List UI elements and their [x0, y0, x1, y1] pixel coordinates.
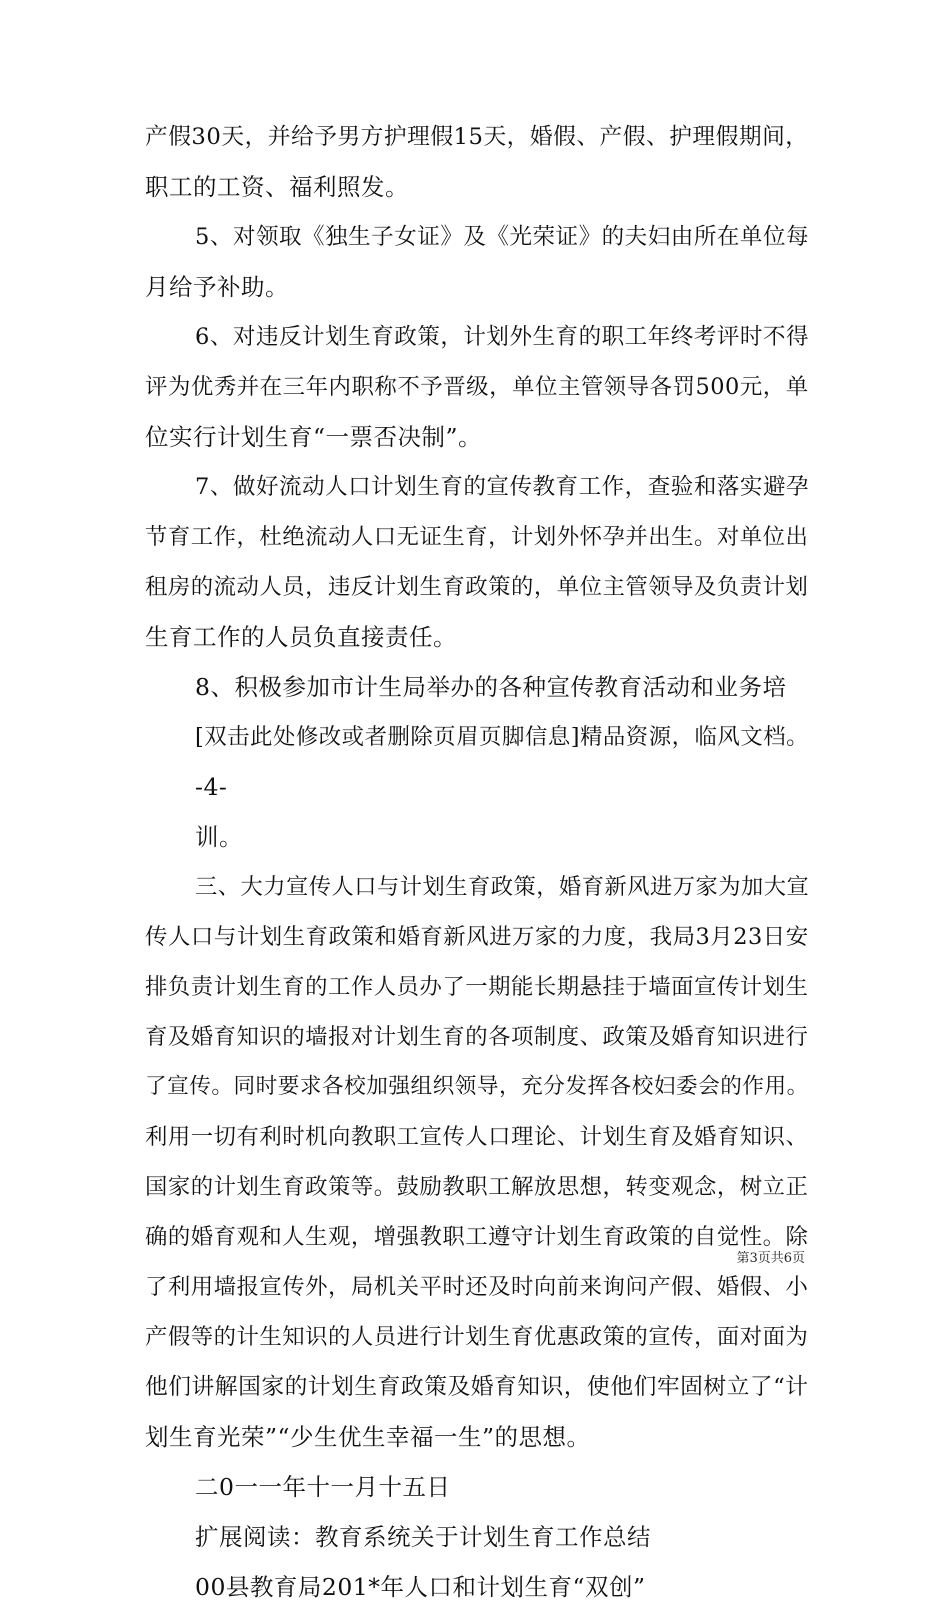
- text-line: 三、大力宣传人口与计划生育政策，婚育新风进万家为加大宣: [195, 874, 810, 900]
- text-line: 职工的工资、福利照发。: [145, 173, 409, 201]
- text-line: 排负责计划生育的工作人员办了一期能长期悬挂于墙面宣传计划生: [145, 974, 809, 1000]
- text-line: 7、做好流动人口计划生育的宣传教育工作，查验和落实避孕: [195, 474, 810, 500]
- text-line: 6、对违反计划生育政策，计划外生育的职工年终考评时不得: [195, 324, 810, 350]
- text-line: 节育工作，杜绝流动人口无证生育，计划外怀孕并出生。对单位出: [145, 524, 809, 550]
- date-line: 二0一一年十一月十五日: [195, 1473, 451, 1501]
- text-line: 产假等的计生知识的人员进行计划生育优惠政策的宣传，面对面为: [145, 1324, 809, 1350]
- text-line: 月给予补助。: [145, 273, 289, 301]
- text-line: 训。: [195, 823, 243, 851]
- document-body: [145, 112, 810, 1612]
- text-line: 8、积极参加市计生局举办的各种宣传教育活动和业务培: [195, 673, 787, 701]
- text-line: 评为优秀并在三年内职称不予晋级，单位主管领导各罚500元，单: [145, 374, 809, 400]
- inline-page-number: -4-: [195, 773, 228, 801]
- text-line: 00县教育局201*年人口和计划生育“双创”: [195, 1573, 646, 1601]
- text-line: 租房的流动人员，违反计划生育政策的，单位主管领导及负责计划: [145, 574, 809, 600]
- extended-reading-title: 扩展阅读：教育系统关于计划生育工作总结: [195, 1523, 651, 1551]
- header-footer-placeholder[interactable]: [双击此处修改或者删除页眉页脚信息]精品资源，临风文档。: [195, 724, 810, 750]
- page-indicator: 第3页共6页: [736, 1251, 805, 1266]
- text-line: 生育工作的人员负直接责任。: [145, 623, 457, 651]
- text-line: 5、对领取《独生子女证》及《光荣证》的夫妇由所在单位每: [195, 224, 810, 250]
- text-line: 利用一切有利时机向教职工宣传人口理论、计划生育及婚育知识、: [145, 1124, 809, 1150]
- text-line: 了宣传。同时要求各校加强组织领导，充分发挥各校妇委会的作用。: [145, 1074, 809, 1099]
- text-line: 他们讲解国家的计划生育政策及婚育知识，使他们牢固树立了“计: [145, 1374, 809, 1400]
- text-line: 划生育光荣”“少生优生幸福一生”的思想。: [145, 1423, 591, 1451]
- text-line: 产假30天，并给予男方护理假15天，婚假、产假、护理假期间，: [145, 124, 809, 150]
- text-line: 传人口与计划生育政策和婚育新风进万家的力度，我局3月23日安: [145, 924, 809, 950]
- text-line: 确的婚育观和人生观，增强教职工遵守计划生育政策的自觉性。除: [145, 1224, 809, 1250]
- text-line: 位实行计划生育“一票否决制”。: [145, 423, 483, 451]
- text-line: 国家的计划生育政策等。鼓励教职工解放思想，转变观念，树立正: [145, 1174, 809, 1200]
- text-line: 了利用墙报宣传外，局机关平时还及时向前来询问产假、婚假、小: [145, 1274, 809, 1300]
- text-line: 育及婚育知识的墙报对计划生育的各项制度、政策及婚育知识进行: [145, 1024, 809, 1050]
